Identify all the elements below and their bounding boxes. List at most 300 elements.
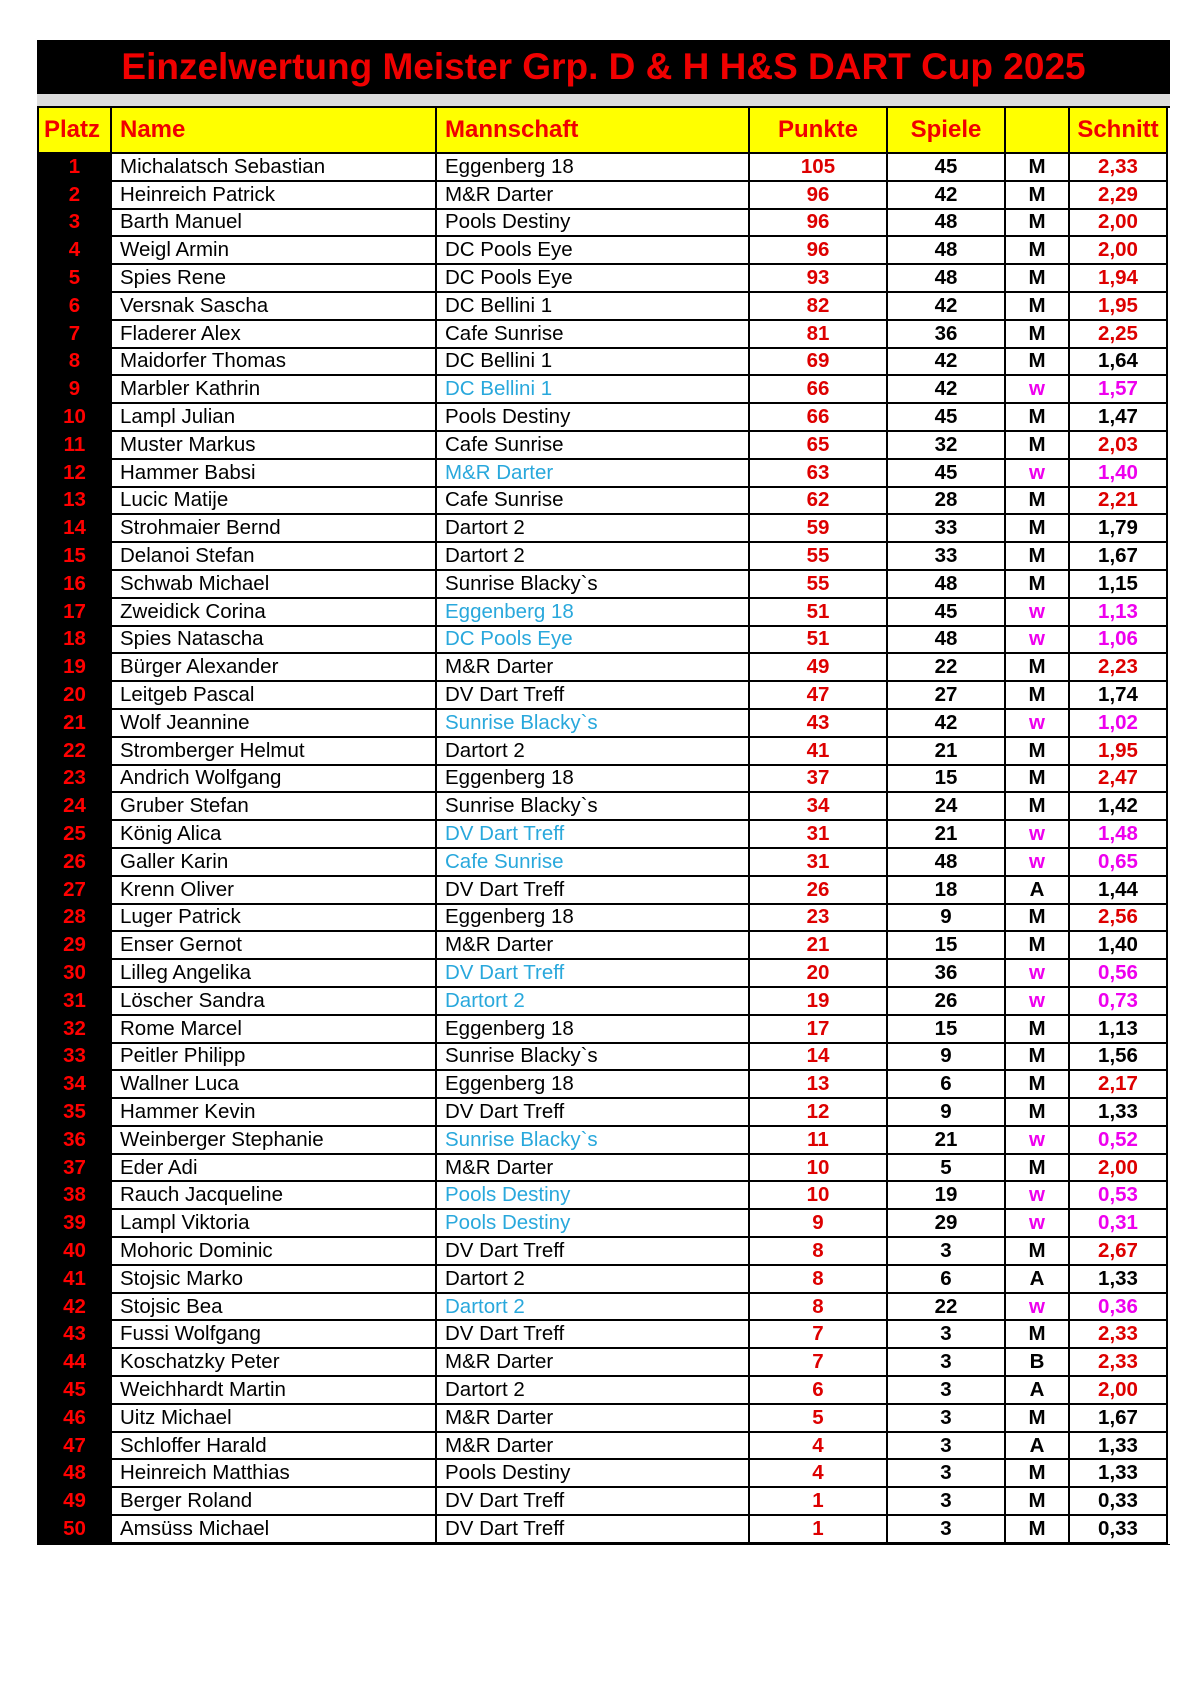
player-name-cell: Barth Manuel (112, 210, 437, 238)
table-row (39, 1044, 1170, 1072)
category-cell: M (1006, 182, 1070, 210)
category-cell: M (1006, 349, 1070, 377)
games-cell: 22 (888, 654, 1006, 682)
player-name-cell: Rauch Jacqueline (112, 1182, 437, 1210)
points-cell: 69 (750, 349, 888, 377)
team-cell: M&R Darter (437, 1349, 750, 1377)
average-cell: 1,15 (1070, 571, 1168, 599)
rank-cell: 32 (39, 1016, 112, 1044)
player-name-cell: Strohmaier Bernd (112, 515, 437, 543)
average-cell: 2,33 (1070, 1349, 1168, 1377)
player-name-cell: Michalatsch Sebastian (112, 154, 437, 182)
rank-cell: 10 (39, 404, 112, 432)
games-cell: 33 (888, 543, 1006, 571)
average-cell: 0,53 (1070, 1182, 1168, 1210)
player-name-cell: Fladerer Alex (112, 321, 437, 349)
team-cell: Dartort 2 (437, 738, 750, 766)
points-cell: 5 (750, 1405, 888, 1433)
team-cell: DC Pools Eye (437, 265, 750, 293)
player-name-cell: Spies Natascha (112, 627, 437, 655)
player-name-cell: Enser Gernot (112, 932, 437, 960)
average-cell: 1,57 (1070, 376, 1168, 404)
average-cell: 2,33 (1070, 154, 1168, 182)
table-row (39, 571, 1170, 599)
games-cell: 9 (888, 1044, 1006, 1072)
table-row (39, 432, 1170, 460)
category-cell: M (1006, 1099, 1070, 1127)
games-cell: 21 (888, 738, 1006, 766)
table-row (39, 1266, 1170, 1294)
table-row (39, 654, 1170, 682)
player-name-cell: Galler Karin (112, 849, 437, 877)
team-cell: M&R Darter (437, 1405, 750, 1433)
category-cell: M (1006, 543, 1070, 571)
average-cell: 1,95 (1070, 293, 1168, 321)
player-name-cell: Versnak Sascha (112, 293, 437, 321)
team-cell: Dartort 2 (437, 1294, 750, 1322)
games-cell: 3 (888, 1321, 1006, 1349)
category-cell: w (1006, 988, 1070, 1016)
table-row (39, 710, 1170, 738)
player-name-cell: Fussi Wolfgang (112, 1321, 437, 1349)
category-cell: w (1006, 1210, 1070, 1238)
table-row (39, 905, 1170, 933)
team-cell: DC Pools Eye (437, 237, 750, 265)
category-cell: A (1006, 1266, 1070, 1294)
column-header-name: Name (112, 108, 437, 154)
points-cell: 17 (750, 1016, 888, 1044)
table-row (39, 1405, 1170, 1433)
average-cell: 1,13 (1070, 1016, 1168, 1044)
games-cell: 36 (888, 960, 1006, 988)
games-cell: 15 (888, 766, 1006, 794)
player-name-cell: Wolf Jeannine (112, 710, 437, 738)
table-row (39, 821, 1170, 849)
games-cell: 42 (888, 349, 1006, 377)
category-cell: M (1006, 793, 1070, 821)
average-cell: 1,67 (1070, 1405, 1168, 1433)
team-cell: Eggenberg 18 (437, 1071, 750, 1099)
rank-cell: 36 (39, 1127, 112, 1155)
points-cell: 51 (750, 599, 888, 627)
rank-cell: 15 (39, 543, 112, 571)
average-cell: 2,47 (1070, 766, 1168, 794)
player-name-cell: Bürger Alexander (112, 654, 437, 682)
games-cell: 28 (888, 488, 1006, 516)
player-name-cell: Berger Roland (112, 1488, 437, 1516)
category-cell: w (1006, 1127, 1070, 1155)
team-cell: Eggenberg 18 (437, 599, 750, 627)
average-cell: 1,42 (1070, 793, 1168, 821)
rank-cell: 40 (39, 1238, 112, 1266)
points-cell: 65 (750, 432, 888, 460)
points-cell: 105 (750, 154, 888, 182)
points-cell: 81 (750, 321, 888, 349)
team-cell: Eggenberg 18 (437, 905, 750, 933)
team-cell: Dartort 2 (437, 515, 750, 543)
points-cell: 55 (750, 543, 888, 571)
games-cell: 48 (888, 237, 1006, 265)
games-cell: 3 (888, 1349, 1006, 1377)
games-cell: 15 (888, 932, 1006, 960)
points-cell: 14 (750, 1044, 888, 1072)
team-cell: Sunrise Blacky`s (437, 571, 750, 599)
category-cell: A (1006, 1377, 1070, 1405)
player-name-cell: Leitgeb Pascal (112, 682, 437, 710)
average-cell: 1,40 (1070, 460, 1168, 488)
team-cell: M&R Darter (437, 1433, 750, 1461)
category-cell: M (1006, 237, 1070, 265)
table-row (39, 349, 1170, 377)
rank-cell: 29 (39, 932, 112, 960)
points-cell: 93 (750, 265, 888, 293)
table-row (39, 460, 1170, 488)
points-cell: 9 (750, 1210, 888, 1238)
points-cell: 10 (750, 1182, 888, 1210)
team-cell: M&R Darter (437, 182, 750, 210)
ranking-table (37, 106, 1170, 1545)
rank-cell: 23 (39, 766, 112, 794)
points-cell: 96 (750, 182, 888, 210)
points-cell: 31 (750, 849, 888, 877)
team-cell: M&R Darter (437, 460, 750, 488)
category-cell: w (1006, 821, 1070, 849)
average-cell: 0,52 (1070, 1127, 1168, 1155)
average-cell: 2,25 (1070, 321, 1168, 349)
table-row (39, 682, 1170, 710)
team-cell: DC Pools Eye (437, 627, 750, 655)
player-name-cell: Lampl Viktoria (112, 1210, 437, 1238)
team-cell: DC Bellini 1 (437, 349, 750, 377)
rank-cell: 34 (39, 1071, 112, 1099)
rank-cell: 17 (39, 599, 112, 627)
table-row (39, 1294, 1170, 1322)
games-cell: 27 (888, 682, 1006, 710)
rank-cell: 27 (39, 877, 112, 905)
points-cell: 55 (750, 571, 888, 599)
table-row (39, 515, 1170, 543)
column-header-kategorie (1006, 108, 1070, 154)
column-header-punkte: Punkte (750, 108, 888, 154)
table-row (39, 1155, 1170, 1183)
average-cell: 2,00 (1070, 237, 1168, 265)
category-cell: M (1006, 766, 1070, 794)
points-cell: 4 (750, 1460, 888, 1488)
player-name-cell: Gruber Stefan (112, 793, 437, 821)
average-cell: 1,33 (1070, 1433, 1168, 1461)
points-cell: 41 (750, 738, 888, 766)
team-cell: Pools Destiny (437, 210, 750, 238)
player-name-cell: Stojsic Bea (112, 1294, 437, 1322)
player-name-cell: Löscher Sandra (112, 988, 437, 1016)
games-cell: 18 (888, 877, 1006, 905)
games-cell: 24 (888, 793, 1006, 821)
category-cell: M (1006, 932, 1070, 960)
games-cell: 42 (888, 293, 1006, 321)
team-cell: DC Bellini 1 (437, 293, 750, 321)
player-name-cell: Koschatzky Peter (112, 1349, 437, 1377)
rank-cell: 20 (39, 682, 112, 710)
team-cell: Dartort 2 (437, 543, 750, 571)
average-cell: 0,73 (1070, 988, 1168, 1016)
table-row (39, 599, 1170, 627)
games-cell: 29 (888, 1210, 1006, 1238)
games-cell: 48 (888, 627, 1006, 655)
points-cell: 51 (750, 627, 888, 655)
player-name-cell: Peitler Philipp (112, 1044, 437, 1072)
player-name-cell: Mohoric Dominic (112, 1238, 437, 1266)
category-cell: w (1006, 960, 1070, 988)
team-cell: DV Dart Treff (437, 877, 750, 905)
column-header-schnitt: Schnitt (1070, 108, 1168, 154)
table-row (39, 1321, 1170, 1349)
points-cell: 62 (750, 488, 888, 516)
games-cell: 26 (888, 988, 1006, 1016)
table-row (39, 1016, 1170, 1044)
games-cell: 45 (888, 599, 1006, 627)
category-cell: M (1006, 515, 1070, 543)
games-cell: 45 (888, 404, 1006, 432)
games-cell: 42 (888, 710, 1006, 738)
player-name-cell: Lilleg Angelika (112, 960, 437, 988)
team-cell: Sunrise Blacky`s (437, 1127, 750, 1155)
player-name-cell: Lampl Julian (112, 404, 437, 432)
points-cell: 19 (750, 988, 888, 1016)
average-cell: 1,56 (1070, 1044, 1168, 1072)
points-cell: 66 (750, 404, 888, 432)
average-cell: 2,23 (1070, 654, 1168, 682)
games-cell: 33 (888, 515, 1006, 543)
player-name-cell: Uitz Michael (112, 1405, 437, 1433)
average-cell: 0,33 (1070, 1488, 1168, 1516)
games-cell: 22 (888, 1294, 1006, 1322)
rank-cell: 28 (39, 905, 112, 933)
games-cell: 3 (888, 1377, 1006, 1405)
points-cell: 7 (750, 1349, 888, 1377)
rank-cell: 35 (39, 1099, 112, 1127)
team-cell: Dartort 2 (437, 988, 750, 1016)
player-name-cell: Lucic Matije (112, 488, 437, 516)
team-cell: DV Dart Treff (437, 1516, 750, 1544)
games-cell: 21 (888, 1127, 1006, 1155)
table-row (39, 1238, 1170, 1266)
team-cell: M&R Darter (437, 654, 750, 682)
table-row (39, 1377, 1170, 1405)
points-cell: 82 (750, 293, 888, 321)
points-cell: 1 (750, 1488, 888, 1516)
team-cell: Sunrise Blacky`s (437, 793, 750, 821)
average-cell: 1,79 (1070, 515, 1168, 543)
category-cell: M (1006, 404, 1070, 432)
points-cell: 21 (750, 932, 888, 960)
rank-cell: 49 (39, 1488, 112, 1516)
player-name-cell: Rome Marcel (112, 1016, 437, 1044)
category-cell: M (1006, 210, 1070, 238)
games-cell: 6 (888, 1266, 1006, 1294)
points-cell: 37 (750, 766, 888, 794)
average-cell: 1,40 (1070, 932, 1168, 960)
games-cell: 9 (888, 1099, 1006, 1127)
average-cell: 2,17 (1070, 1071, 1168, 1099)
player-name-cell: Zweidick Corina (112, 599, 437, 627)
team-cell: DV Dart Treff (437, 682, 750, 710)
average-cell: 1,67 (1070, 543, 1168, 571)
average-cell: 1,95 (1070, 738, 1168, 766)
average-cell: 1,33 (1070, 1099, 1168, 1127)
games-cell: 21 (888, 821, 1006, 849)
category-cell: A (1006, 877, 1070, 905)
player-name-cell: Spies Rene (112, 265, 437, 293)
points-cell: 66 (750, 376, 888, 404)
average-cell: 1,48 (1070, 821, 1168, 849)
player-name-cell: Delanoi Stefan (112, 543, 437, 571)
player-name-cell: Hammer Babsi (112, 460, 437, 488)
games-cell: 42 (888, 182, 1006, 210)
player-name-cell: Muster Markus (112, 432, 437, 460)
table-row (39, 849, 1170, 877)
average-cell: 1,06 (1070, 627, 1168, 655)
player-name-cell: Weigl Armin (112, 237, 437, 265)
table-row (39, 210, 1170, 238)
average-cell: 0,56 (1070, 960, 1168, 988)
table-row (39, 1460, 1170, 1488)
category-cell: M (1006, 154, 1070, 182)
rank-cell: 6 (39, 293, 112, 321)
player-name-cell: Heinreich Matthias (112, 1460, 437, 1488)
points-cell: 26 (750, 877, 888, 905)
average-cell: 1,02 (1070, 710, 1168, 738)
games-cell: 48 (888, 265, 1006, 293)
category-cell: w (1006, 1294, 1070, 1322)
table-row (39, 1516, 1170, 1544)
category-cell: M (1006, 488, 1070, 516)
points-cell: 23 (750, 905, 888, 933)
table-row (39, 182, 1170, 210)
category-cell: w (1006, 599, 1070, 627)
table-row (39, 1127, 1170, 1155)
points-cell: 59 (750, 515, 888, 543)
points-cell: 49 (750, 654, 888, 682)
player-name-cell: Stojsic Marko (112, 1266, 437, 1294)
table-row (39, 627, 1170, 655)
rank-cell: 3 (39, 210, 112, 238)
table-row (39, 793, 1170, 821)
games-cell: 5 (888, 1155, 1006, 1183)
rank-cell: 47 (39, 1433, 112, 1461)
category-cell: M (1006, 265, 1070, 293)
player-name-cell: Weichhardt Martin (112, 1377, 437, 1405)
average-cell: 1,47 (1070, 404, 1168, 432)
rank-cell: 41 (39, 1266, 112, 1294)
rank-cell: 21 (39, 710, 112, 738)
category-cell: M (1006, 1238, 1070, 1266)
category-cell: M (1006, 293, 1070, 321)
rank-cell: 33 (39, 1044, 112, 1072)
category-cell: M (1006, 1516, 1070, 1544)
average-cell: 2,21 (1070, 488, 1168, 516)
games-cell: 3 (888, 1460, 1006, 1488)
rank-cell: 25 (39, 821, 112, 849)
points-cell: 96 (750, 210, 888, 238)
table-row (39, 1071, 1170, 1099)
ranking-sheet (37, 40, 1170, 1545)
team-cell: Pools Destiny (437, 1460, 750, 1488)
category-cell: M (1006, 1321, 1070, 1349)
rank-cell: 14 (39, 515, 112, 543)
average-cell: 1,13 (1070, 599, 1168, 627)
rank-cell: 16 (39, 571, 112, 599)
rank-cell: 4 (39, 237, 112, 265)
average-cell: 0,33 (1070, 1516, 1168, 1544)
games-cell: 3 (888, 1405, 1006, 1433)
table-row (39, 488, 1170, 516)
category-cell: M (1006, 432, 1070, 460)
average-cell: 1,44 (1070, 877, 1168, 905)
team-cell: Cafe Sunrise (437, 321, 750, 349)
player-name-cell: Andrich Wolfgang (112, 766, 437, 794)
table-row (39, 543, 1170, 571)
player-name-cell: Weinberger Stephanie (112, 1127, 437, 1155)
category-cell: w (1006, 849, 1070, 877)
points-cell: 7 (750, 1321, 888, 1349)
average-cell: 0,36 (1070, 1294, 1168, 1322)
rank-cell: 45 (39, 1377, 112, 1405)
category-cell: M (1006, 1016, 1070, 1044)
category-cell: A (1006, 1433, 1070, 1461)
team-cell: Pools Destiny (437, 404, 750, 432)
table-row (39, 1433, 1170, 1461)
table-row (39, 932, 1170, 960)
table-body (39, 154, 1170, 1544)
category-cell: w (1006, 460, 1070, 488)
games-cell: 36 (888, 321, 1006, 349)
average-cell: 2,33 (1070, 1321, 1168, 1349)
average-cell: 2,00 (1070, 210, 1168, 238)
player-name-cell: Heinreich Patrick (112, 182, 437, 210)
team-cell: Cafe Sunrise (437, 849, 750, 877)
table-row (39, 237, 1170, 265)
table-row (39, 1182, 1170, 1210)
points-cell: 47 (750, 682, 888, 710)
player-name-cell: König Alica (112, 821, 437, 849)
games-cell: 32 (888, 432, 1006, 460)
category-cell: w (1006, 376, 1070, 404)
team-cell: Pools Destiny (437, 1210, 750, 1238)
rank-cell: 24 (39, 793, 112, 821)
points-cell: 20 (750, 960, 888, 988)
average-cell: 2,03 (1070, 432, 1168, 460)
points-cell: 13 (750, 1071, 888, 1099)
average-cell: 1,33 (1070, 1266, 1168, 1294)
rank-cell: 7 (39, 321, 112, 349)
table-header-row (39, 108, 1170, 154)
average-cell: 1,64 (1070, 349, 1168, 377)
team-cell: DV Dart Treff (437, 1099, 750, 1127)
points-cell: 8 (750, 1238, 888, 1266)
points-cell: 6 (750, 1377, 888, 1405)
games-cell: 48 (888, 849, 1006, 877)
games-cell: 45 (888, 460, 1006, 488)
team-cell: Eggenberg 18 (437, 154, 750, 182)
games-cell: 48 (888, 571, 1006, 599)
team-cell: DV Dart Treff (437, 821, 750, 849)
column-header-spiele: Spiele (888, 108, 1006, 154)
rank-cell: 1 (39, 154, 112, 182)
team-cell: Pools Destiny (437, 1182, 750, 1210)
table-row (39, 154, 1170, 182)
player-name-cell: Krenn Oliver (112, 877, 437, 905)
average-cell: 2,29 (1070, 182, 1168, 210)
